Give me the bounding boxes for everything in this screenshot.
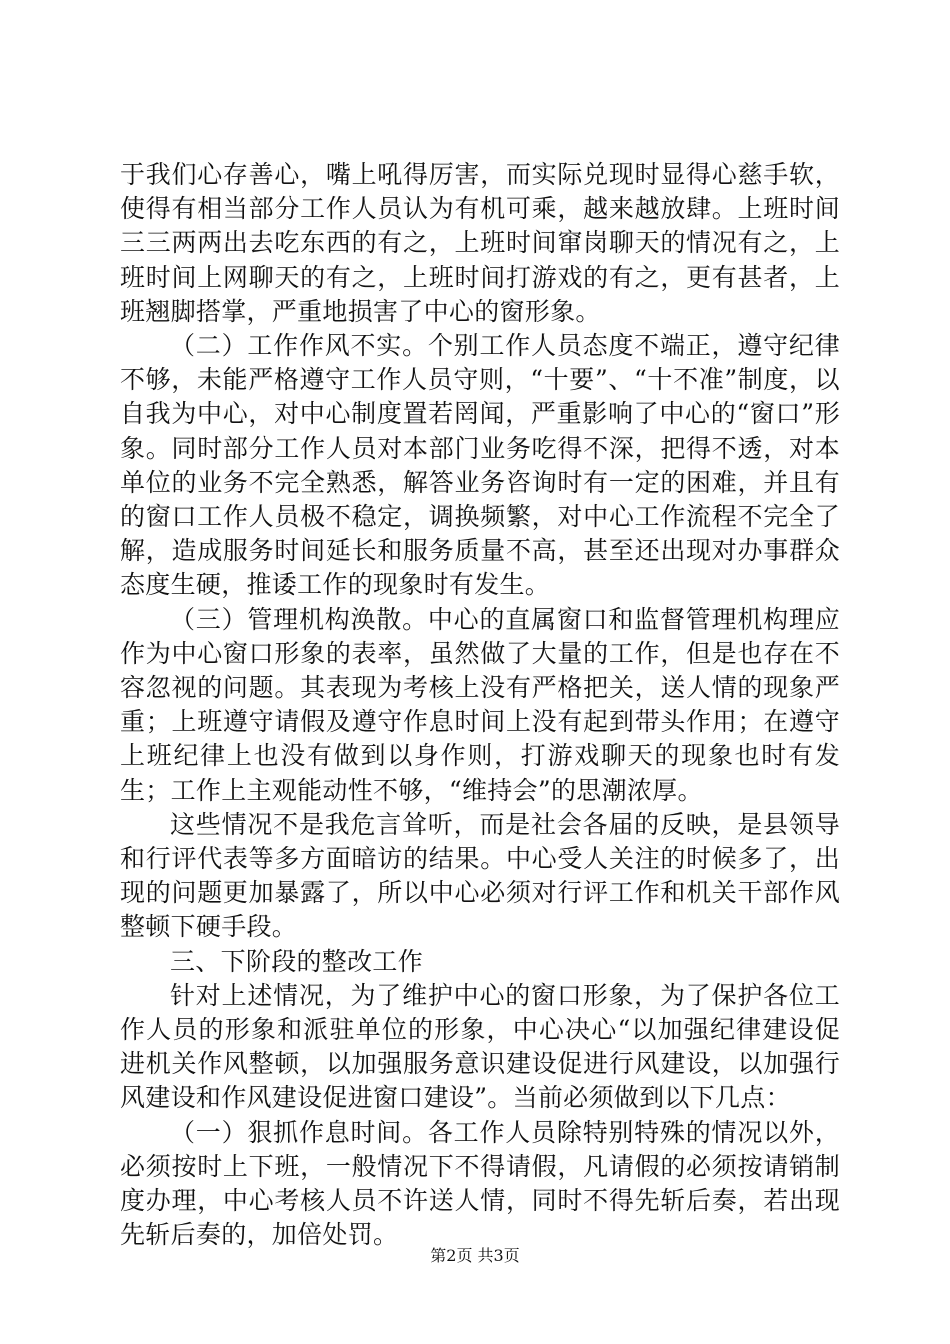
page-number-footer: 第2页 共3页: [430, 1246, 520, 1265]
document-body: [120, 158, 840, 1253]
paragraph-continuation: 于我们心存善心，嘴上吼得厉害，而实际兑现时显得心慈手软，使得有相当部分工作人员认为有机可乘，越来越放肆。上班时间三三两两出去吃东西的有之，上班时间窜岗聊天的情况有之，上班时间上网聊天的有之，上班时间打游戏的有之，更有甚者，上班翘脚搭掌，严重地损害了中心的窗形象。: [120, 160, 840, 326]
paragraph-rectification: 针对上述情况，为了维护中心的窗口形象，为了保护各位工作人员的形象和派驻单位的形象，中心决心“以加强纪律建设促进机关作风整顿，以加强服务意识建设促进行风建设，以加强行风建设和作风建设促进窗口建设”。当前必须做到以下几点：: [120, 980, 840, 1113]
paragraph-work-style: （二）工作作风不实。个别工作人员态度不端正，遵守纪律不够，未能严格遵守工作人员守则，“十要”、“十不准”制度，以自我为中心，对中心制度置若罔闻，严重影响了中心的“窗口”形象。同时部分工作人员对本部门业务吃得不深，把得不透，对本单位的业务不完全熟悉，解答业务咨询时有一定的困难，并且有的窗口工作人员极不稳定，调换频繁，对中心工作流程不完全了解，造成服务时间延长和服务质量不高，甚至还出现对办事群众态度生硬，推诿工作的现象时有发生。: [120, 331, 840, 600]
paragraph-work-hours: （一）狠抓作息时间。各工作人员除特别特殊的情况以外，必须按时上下班，一般情况下不得请假，凡请假的必须按请销制度办理，中心考核人员不许送人情，同时不得先斩后奏，若出现先斩后奏的，加倍处罚。: [120, 1117, 840, 1250]
section-heading: 三、下阶段的整改工作: [170, 946, 424, 976]
paragraph-management: （三）管理机构涣散。中心的直属窗口和监督管理机构理应作为中心窗口形象的表率，虽然做了大量的工作，但是也存在不容忽视的问题。其表现为考核上没有严格把关，送人情的现象严重；上班遵守请假及遵守作息时间上没有起到带头作用；在遵守上班纪律上也没有做到以身作则，打游戏聊天的现象也时有发生；工作上主观能动性不够，“维持会”的思潮浓厚。: [120, 604, 840, 805]
paragraph-situation: 这些情况不是我危言耸听，而是社会各届的反映，是县领导和行评代表等多方面暗访的结果。中心受人关注的时候多了，出现的问题更加暴露了，所以中心必须对行评工作和机关干部作风整顿下硬手段。: [120, 809, 840, 942]
